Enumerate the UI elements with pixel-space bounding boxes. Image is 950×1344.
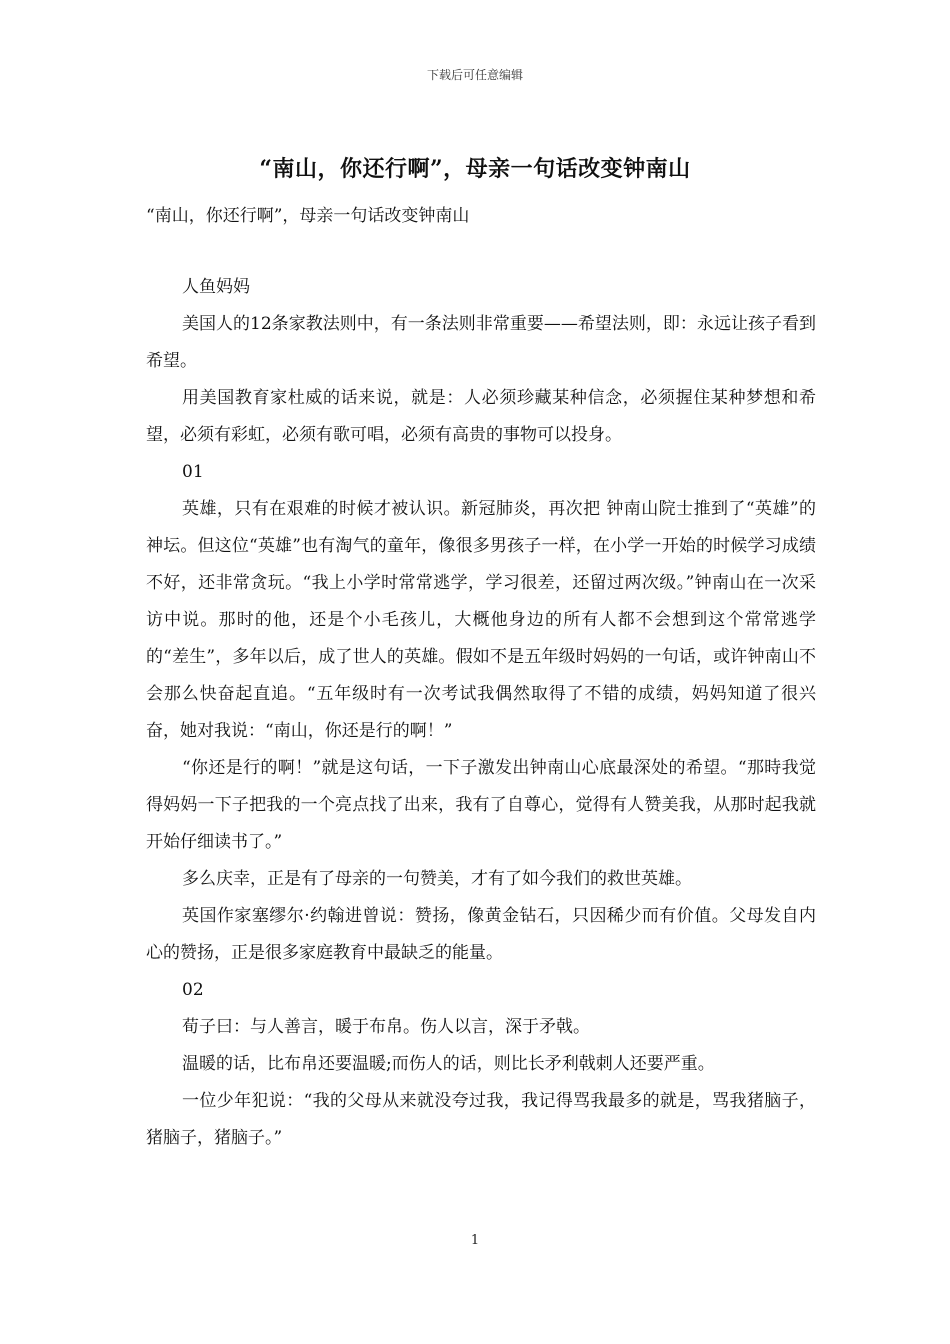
page-number: 1	[470, 1233, 480, 1248]
paragraph: 荀子曰：与人善言，暖于布帛。伤人以言，深于矛戟。	[182, 1017, 590, 1037]
paragraph: 英国作家塞缪尔·约翰进曾说：赞扬，像黄金钻石，只因稀少而有价值。父母发自内心的赞扬，正是很多家庭教育中最缺乏的能量。	[146, 906, 816, 963]
section-number: 02	[182, 980, 204, 1000]
document-body	[146, 198, 816, 1157]
header-note: 下载后可任意编辑	[426, 68, 523, 82]
paragraph: 美国人的12条家教法则中，有一条法则非常重要——希望法则，即：永远让孩子看到希望。	[146, 314, 816, 371]
paragraph: 温暖的话，比布帛还要温暖;而伤人的话，则比长矛利戟刺人还要严重。	[182, 1054, 715, 1074]
spacer	[146, 235, 816, 269]
paragraph: 一位少年犯说：“我的父母从来就没夸过我，我记得骂我最多的就是，骂我猪脑子，猪脑子，猪脑子。”	[146, 1091, 816, 1148]
author-line: 人鱼妈妈	[182, 277, 250, 297]
paragraph: 用美国教育家杜威的话来说，就是：人必须珍藏某种信念，必须握住某种梦想和希望，必须有彩虹，必须有歌可唱，必须有高贵的事物可以投身。	[146, 388, 816, 445]
paragraph: “你还是行的啊！”就是这句话，一下子激发出钟南山心底最深处的希望。“那時我觉得妈妈一下子把我的一个亮点找了出来，我有了自尊心，觉得有人赞美我，从那时起我就开始仔细读书了。”	[146, 758, 816, 852]
subtitle: “南山，你还行啊”，母亲一句话改变钟南山	[146, 206, 470, 226]
paragraph: 英雄，只有在艰难的时候才被认识。新冠肺炎，再次把 钟南山院士推到了“英雄”的神坛。但这位“英雄”也有淘气的童年，像很多男孩子一样，在小学一开始的时候学习成绩不好，还非常贪玩。“我上小学时常常逃学，学习很差，还留过两次级。”钟南山在一次采访中说。那时的他，还是个小毛孩儿，大概他身边的所有人都不会想到这个常常逃学的“差生”，多年以后，成了世人的英雄。假如不是五年级时妈妈的一句话，或许钟南山不会那么快奋起直追。“五年级时有一次考试我偶然取得了不错的成绩，妈妈知道了很兴奋，她对我说：“南山，你还是行的啊！”	[146, 499, 816, 741]
paragraph: 多么庆幸，正是有了母亲的一句赞美，才有了如今我们的救世英雄。	[182, 869, 692, 889]
section-number: 01	[182, 462, 204, 482]
document-title: “南山，你还行啊”，母亲一句话改变钟南山	[259, 156, 691, 182]
